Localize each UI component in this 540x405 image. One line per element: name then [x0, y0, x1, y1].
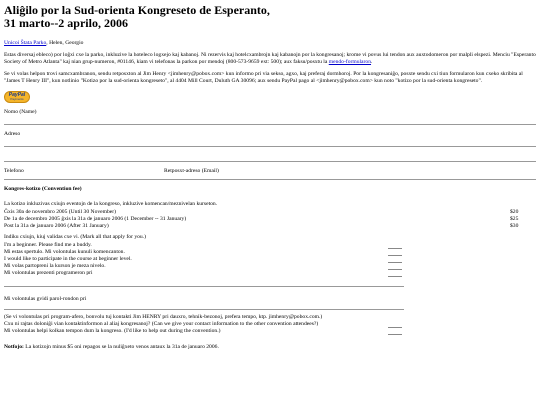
- address-field: [4, 131, 536, 162]
- fee-row-amount: $30: [510, 223, 519, 229]
- fee-row-amount: $20: [510, 209, 519, 215]
- page-title-line2: 31 marto--2 aprilo, 2006: [4, 16, 128, 30]
- fee-row[interactable]: [4, 223, 536, 230]
- fee-row[interactable]: [4, 209, 536, 216]
- location: [4, 40, 536, 47]
- name-label: Nomo (Name): [4, 109, 37, 115]
- lodging-text: Estas diversaj ebleco) por loĝxi cxe la parko, inkluzive la hoteleco logxejo kaj kabanoj. Ni rezervis kaj hotelcxambrojn kaj kabanojn por la kongresanoj; krome vi povus lui tendon aux auxtodomeron por malpli elspezi. Menciu "Esperanto Society of Metro Atlanta" kaj nian grup-numeron, #01146, kiam vi telefonas la parkon por mendoj (800-573-9659 ext: 500); aux faksu/posxtu la: [4, 52, 536, 65]
- order-form-link[interactable]: mendo-formularon: [328, 59, 372, 65]
- location-rest: , Helen, Georgio: [46, 40, 84, 46]
- name-field: [4, 109, 536, 125]
- fee-row-label: Ĝxis 30a de novembro 2005 (Until 30 November): [4, 209, 117, 215]
- option-blank[interactable]: [388, 242, 402, 249]
- page-title: [4, 4, 536, 30]
- option-label: Mi volontulas helpi kolkan tempon dum la kongreso. (I'd like to help out during the convention.): [4, 328, 221, 334]
- paypal-brand: PayPal: [8, 92, 26, 98]
- program-topic-line[interactable]: [4, 286, 404, 287]
- park-link[interactable]: Unicoi Ŝtata Parko: [4, 40, 47, 46]
- option-row[interactable]: [4, 249, 536, 256]
- fee-row-label: Post la 31a de januaro 2006 (After 31 January): [4, 223, 109, 229]
- option-row[interactable]: [4, 321, 536, 328]
- fee-row[interactable]: [4, 216, 536, 223]
- address-label: Adreso: [4, 131, 21, 137]
- option-blank[interactable]: [388, 256, 402, 263]
- fee-title: Kongres-kotizo (Convention fee): [4, 186, 82, 192]
- volunteer-note: (Se vi volontulas pri program-afero, bonvolu tuj kontakti Jim HENRY pri dauxro, tehnik-bezonoj, prefera tempo, ktp. jimhenry@pobox.com.): [4, 314, 323, 320]
- address-line-2[interactable]: [4, 161, 536, 162]
- option-row[interactable]: [4, 328, 536, 335]
- discussion-label: Mi volontulas gvidi parol-rondon pri: [4, 296, 87, 302]
- option-label: I'm a beginner. Please find me a buddy.: [4, 242, 92, 248]
- fee-intro: La kotizo inkluzivas cxiujn eventojn de la kongreso, inkluzive komencan/meznivelan kurseton.: [4, 201, 218, 207]
- fee-row-amount: $25: [510, 216, 519, 222]
- option-label: Mi volontulas prezenti programeron pri: [4, 270, 93, 276]
- option-label: I would like to participate in the course at beginner level.: [4, 256, 132, 262]
- fee-row-label: De 1a de decembro 2005 ĝxis la 31a de januaro 2006 (1 December -- 31 January): [4, 216, 187, 222]
- option-blank[interactable]: [388, 328, 402, 335]
- phone-label: Telefono: [4, 168, 24, 174]
- footer-text: La kotizojn minus $5 oni repagos se la nuliĝxeto venos antaux la 31a de januaro 2006.: [23, 344, 219, 350]
- option-row[interactable]: [4, 263, 536, 270]
- page-title-line1: Aliĝilo por la Sud-orienta Kongreseto de Esperanto,: [4, 3, 270, 17]
- option-blank[interactable]: [388, 321, 402, 328]
- footer-note: [4, 344, 536, 351]
- option-label: Cxu ni rajtas doloniĝi vian kontaktinformon al aliaj kongresanoj? (Can we give your contact information to the other convention attendees?): [4, 321, 319, 327]
- discussion-topic-line[interactable]: [4, 309, 404, 310]
- address-line-1[interactable]: [4, 146, 536, 147]
- option-label: Mi estas spertulo. Mi volontulas kunuli komencanton.: [4, 249, 125, 255]
- option-row[interactable]: [4, 242, 536, 249]
- paypal-sub: Payments: [10, 97, 24, 101]
- email-label: Retposxt-adreso (Email): [164, 168, 219, 174]
- option-blank[interactable]: [388, 263, 402, 270]
- option-label: Mi volas partopreni la kurson je meza nivelo.: [4, 263, 106, 269]
- footer-bold: Notfojo:: [4, 344, 24, 350]
- contact-line[interactable]: [4, 179, 536, 180]
- option-row[interactable]: [4, 270, 536, 277]
- roommate-paragraph: Se vi volas helpon trovi samcxambranon, sendu retposxton al Jim Henry <jimhenry@pobox.com> kun informo pri via sekso, agxo, kaj preferaj dormhoroj. Por la kongresaniĝo, posxte sendu cxi tiun formularon kun cxeko skribita al "James T Henry III", kun notlinio "Kotizo por la sud-orienta kongreseto", al 4404 Mill Court, Duluth GA 30096; aux sendu PayPal pago al <jimhenry@pobox.com> kun noto "kotizo por la sud-orienta kongreseto".: [4, 71, 523, 84]
- name-line[interactable]: [4, 124, 536, 125]
- lodging-paragraph: [4, 52, 536, 66]
- lodging-tail: .: [371, 59, 373, 65]
- paypal-button[interactable]: [4, 91, 30, 103]
- option-blank[interactable]: [388, 249, 402, 256]
- option-blank[interactable]: [388, 270, 402, 277]
- contact-labels: [4, 168, 536, 175]
- option-row[interactable]: [4, 256, 536, 263]
- volunteer-intro: Indiku cxiujn, kiuj validas cxe vi. (Mark all that apply for you.): [4, 234, 146, 240]
